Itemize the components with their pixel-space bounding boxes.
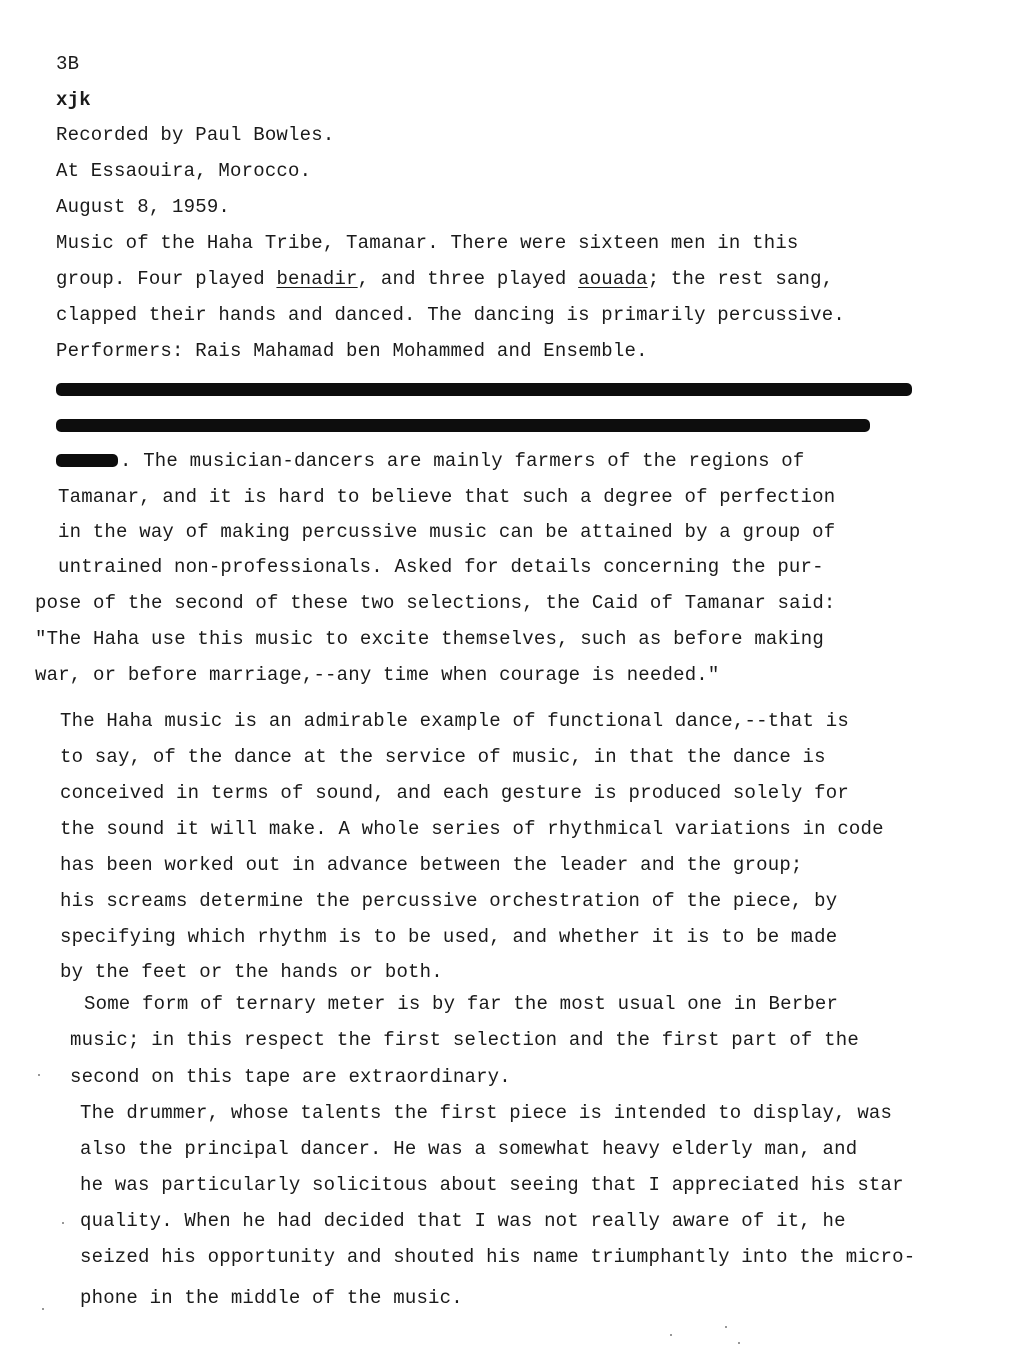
scan-speck [62, 1222, 64, 1224]
struck-word-blot [56, 454, 118, 467]
para1-line2-a: group. Four played [56, 268, 277, 290]
para2-line3: in the way of making percussive music can be attained by a group of [58, 521, 836, 543]
para2-line7: war, or before marriage,--any time when courage is needed." [35, 664, 720, 686]
para1-line3: clapped their hands and danced. The dancing is primarily percussive. [56, 304, 845, 326]
para3-line3: conceived in terms of sound, and each gesture is produced solely for [60, 782, 849, 804]
para3-line1: The Haha music is an admirable example of functional dance,--that is [60, 710, 849, 732]
para5-line3: he was particularly solicitous about seeing that I appreciated his star [80, 1174, 904, 1196]
para1-line2 [56, 268, 833, 290]
para1-line2-e: ; the rest sang, [647, 268, 834, 290]
para3-line7: specifying which rhythm is to be used, and whether it is to be made [60, 926, 838, 948]
para2-line4: untrained non-professionals. Asked for details concerning the pur- [58, 556, 824, 578]
struck-out-line-1 [56, 383, 912, 396]
para5-line5: seized his opportunity and shouted his name triumphantly into the micro- [80, 1246, 916, 1268]
para3-line8: by the feet or the hands or both. [60, 961, 443, 983]
page-number: 3B [56, 53, 80, 75]
para5-line2: also the principal dancer. He was a somewhat heavy elderly man, and [80, 1138, 858, 1160]
para3-line4: the sound it will make. A whole series of rhythmical variations in code [60, 818, 884, 840]
para4-line2: music; in this respect the first selection and the first part of the [70, 1029, 859, 1051]
para1-line1: Music of the Haha Tribe, Tamanar. There were sixteen men in this [56, 232, 799, 254]
scan-speck [42, 1308, 44, 1310]
scan-speck [725, 1326, 727, 1328]
scan-speck [38, 1074, 40, 1076]
para4-line1: Some form of ternary meter is by far the most usual one in Berber [84, 993, 839, 1015]
para3-line6: his screams determine the percussive orchestration of the piece, by [60, 890, 838, 912]
recorded-by-line: Recorded by Paul Bowles. [56, 124, 335, 146]
struck-out-line-2 [56, 419, 870, 432]
para2-line6: "The Haha use this music to excite themselves, such as before making [35, 628, 824, 650]
para5-line1: The drummer, whose talents the first piece is intended to display, was [80, 1102, 893, 1124]
para4-line3: second on this tape are extraordinary. [70, 1066, 511, 1088]
benadir-word: benadir [276, 268, 358, 290]
para3-line5: has been worked out in advance between the leader and the group; [60, 854, 803, 876]
aouada-word: aouada [578, 268, 648, 290]
para5-line6: phone in the middle of the music. [80, 1287, 463, 1309]
para5-line4: quality. When he had decided that I was not really aware of it, he [80, 1210, 846, 1232]
para2-line5: pose of the second of these two selections, the Caid of Tamanar said: [35, 592, 836, 614]
overstrike-mark: xjk [56, 89, 91, 111]
para2-line1-text: . The musician-dancers are mainly farmers of the regions of [120, 450, 805, 472]
para1-line2-c: , and three played [357, 268, 579, 290]
date-line: August 8, 1959. [56, 196, 231, 218]
para3-line2: to say, of the dance at the service of music, in that the dance is [60, 746, 826, 768]
performers-line: Performers: Rais Mahamad ben Mohammed and Ensemble. [56, 340, 648, 362]
para2-line1 [56, 450, 805, 472]
para2-line2: Tamanar, and it is hard to believe that such a degree of perfection [58, 486, 836, 508]
place-line: At Essaouira, Morocco. [56, 160, 312, 182]
scan-speck [670, 1334, 672, 1336]
scan-speck [738, 1342, 740, 1344]
